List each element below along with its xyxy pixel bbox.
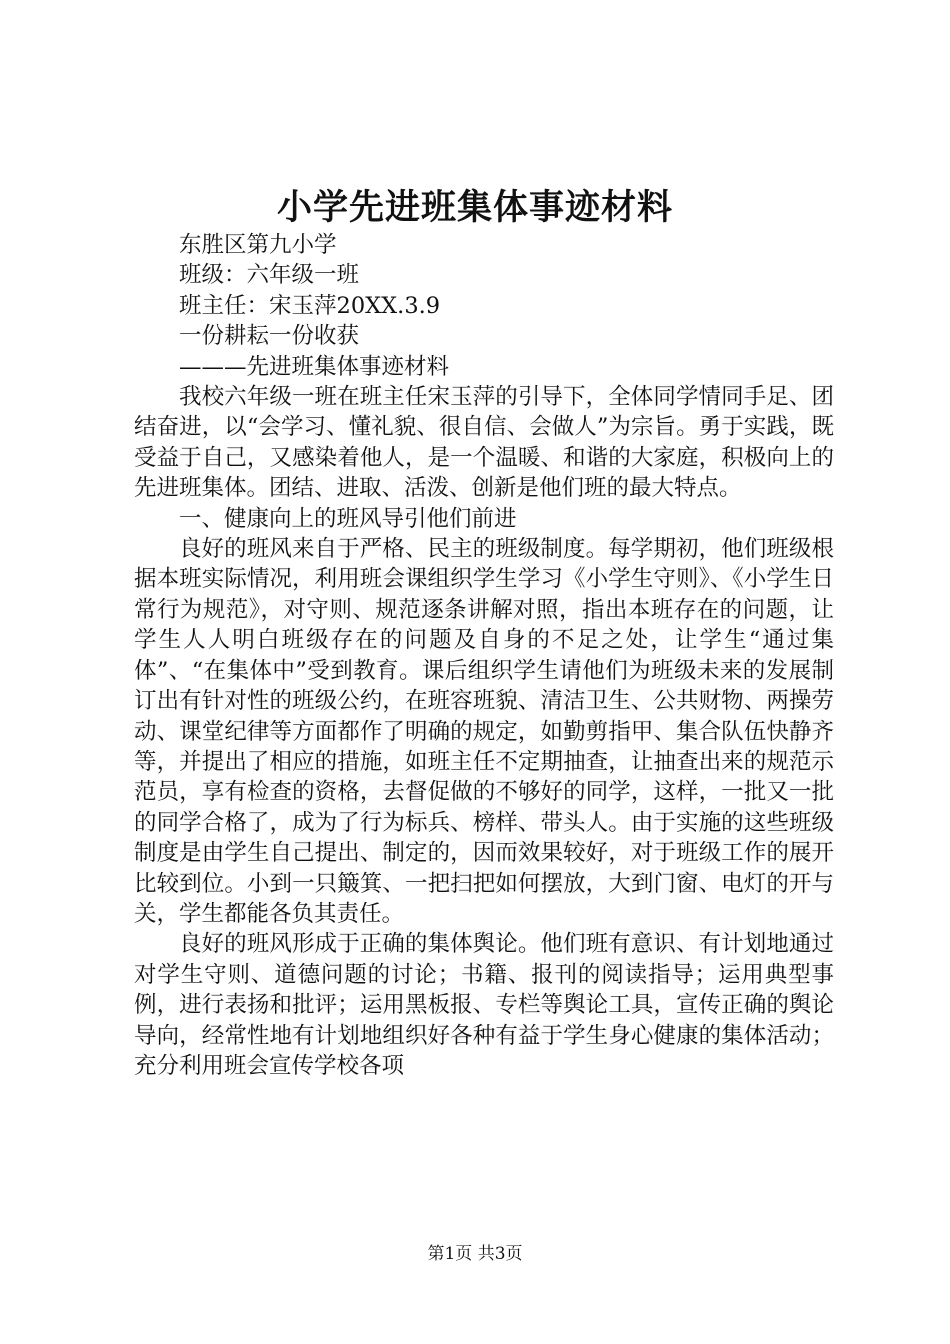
page-number: 第1页 共3页 [427,1244,523,1264]
subtitle-line: 一份耕耘一份收获 [179,323,360,350]
class-line: 班级：六年级一班 [179,262,360,289]
body-paragraph: 我校六年级一班在班主任宋玉萍的引导下，全体同学情同手足、团结奋进，以“会学习、懂礼貌、很自信、会做人”为宗旨。勇于实践，既受益于自己，又感染着他人，是一个温暖、和谐的大家庭，积极向上的先进班集体。团结、进取、活泼、创新是他们班的最大特点。 [134,384,834,502]
school-name-line: 东胜区第九小学 [179,232,337,258]
body-paragraph: 良好的班风形成于正确的集体舆论。他们班有意识、有计划地通过对学生守则、道德问题的讨论；书籍、报刊的阅读指导；运用典型事例，进行表扬和批评；运用黑板报、专栏等舆论工具，宣传正确的舆论导向，经常性地有计划地组织好各种有益于学生身心健康的集体活动；充分利用班会宣传学校各项 [134,931,834,1079]
section-heading: 一、健康向上的班风导引他们前进 [179,505,517,532]
subtitle-dash-line: ———先进班集体事迹材料 [179,353,450,380]
document-title: 小学先进班集体事迹材料 [276,187,673,228]
document-body [134,230,834,1081]
body-paragraph: 良好的班风来自于严格、民主的班级制度。每学期初，他们班级根据本班实际情况，利用班会课组织学生学习《小学生守则》、《小学生日常行为规范》，对守则、规范逐条讲解对照，指出本班存在的问题，让学生人人明白班级存在的问题及自身的不足之处，让学生“通过集体”、“在集体中”受到教育。课后组织学生请他们为班级未来的发展制订出有针对性的班级公约，在班容班貌、清洁卫生、公共财物、两操劳动、课堂纪律等方面都作了明确的规定，如勤剪指甲、集合队伍快静齐等，并提出了相应的措施，如班主任不定期抽查，让抽查出来的规范示范员，享有检查的资格，去督促做的不够好的同学，这样，一批又一批的同学合格了，成为了行为标兵、榜样、带头人。由于实施的这些班级制度是由学生自己提出、制定的，因而效果较好，对于班级工作的展开比较到位。小到一只簸箕、一把扫把如何摆放，大到门窗、电灯的开与关，学生都能各负其责任。 [134,536,834,927]
teacher-date-line: 班主任：宋玉萍20XX.3.9 [179,292,441,319]
